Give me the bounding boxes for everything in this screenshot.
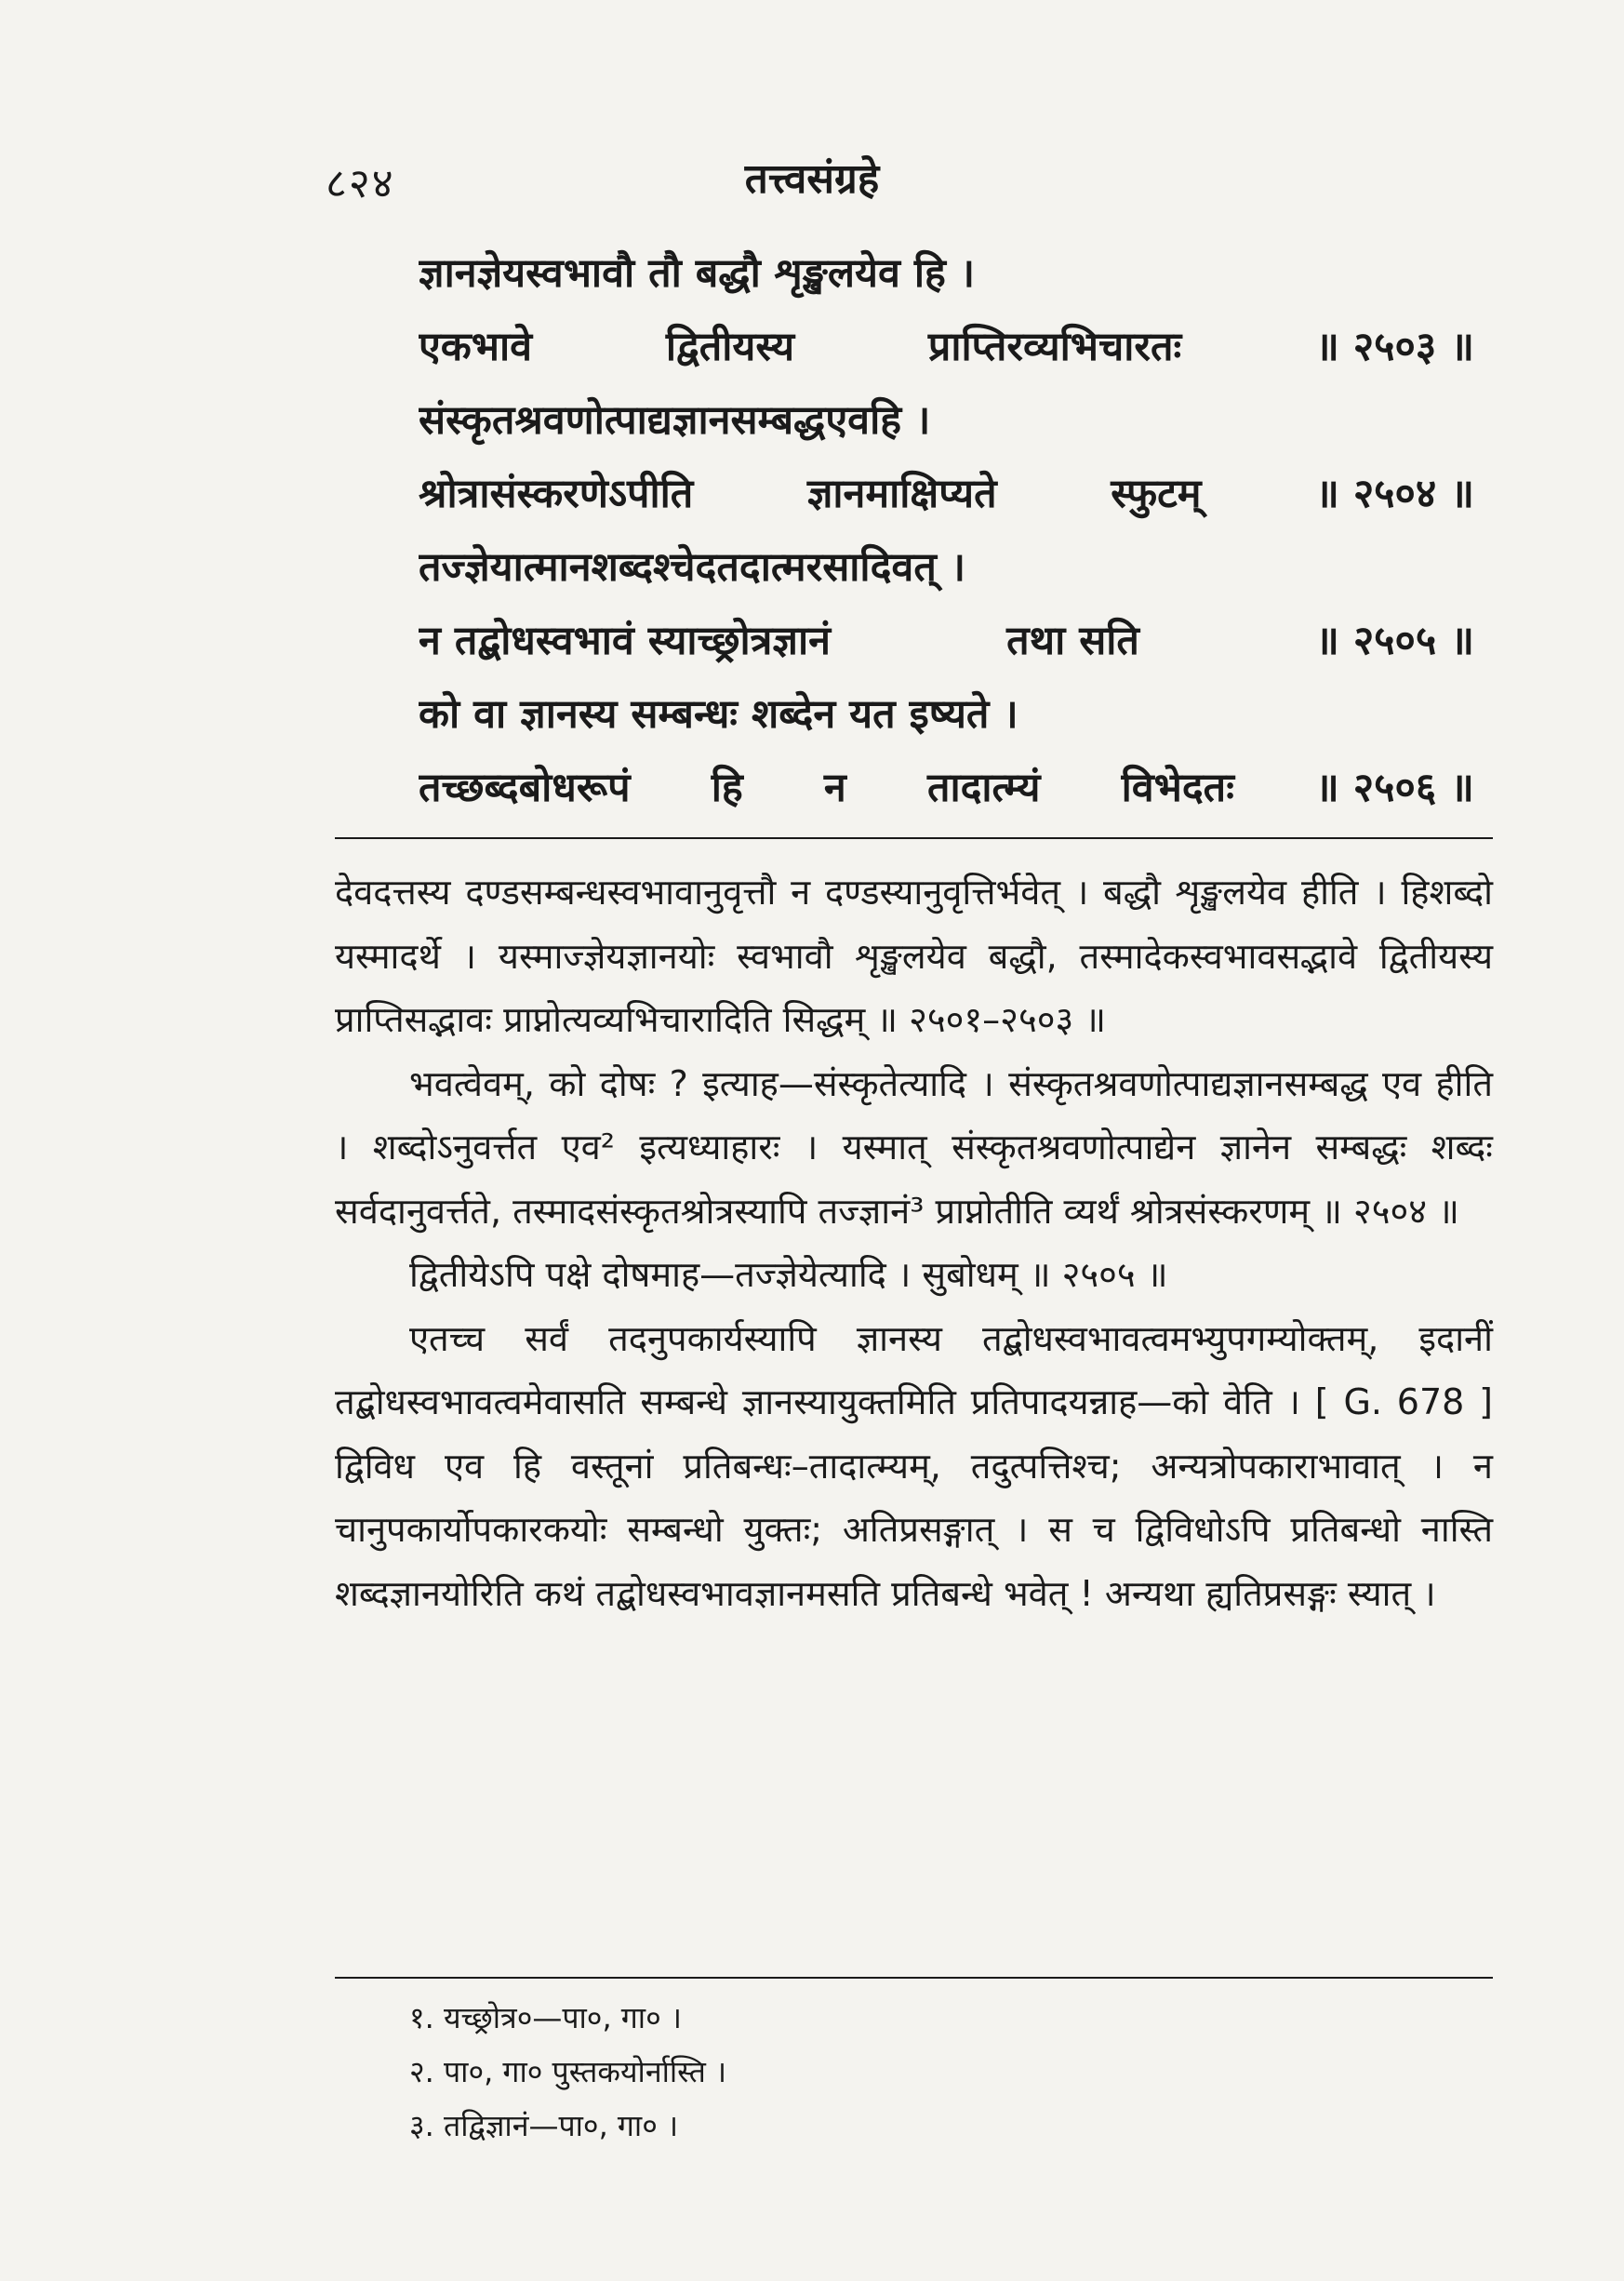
verse-segment: न तद्बोधस्वभावं स्याच्छ्रोत्रज्ञानं xyxy=(419,618,831,664)
verse-segment: स्फुटम् xyxy=(1111,471,1202,517)
verse-segment: ज्ञानमाक्षिप्यते xyxy=(806,471,997,517)
verse-segment: ॥ २५०३ ॥ xyxy=(1315,324,1474,370)
verse-line xyxy=(419,531,1474,605)
verse-segment: एव xyxy=(825,397,871,444)
verse-segment: तथा सति xyxy=(1006,618,1139,664)
verse-line xyxy=(419,384,1474,458)
verse-commentary-divider xyxy=(335,837,1493,839)
footnote-divider xyxy=(335,1977,1493,1979)
verse-segment: ॥ २५०५ ॥ xyxy=(1315,618,1474,664)
verse-segment: प्राप्तिरव्यभिचारतः xyxy=(927,324,1182,370)
footnote: १. यच्छ्रोत्र०—पा०, गा० । xyxy=(409,2000,683,2035)
verse-segment: हि । xyxy=(870,397,931,444)
verse-line xyxy=(419,311,1474,384)
commentary-paragraph: देवदत्तस्य दण्डसम्बन्धस्वभावानुवृत्तौ न दण्डस्यानुवृत्तिर्भवेत् । बद्धौ शृङ्खलयेव हीति । हिशब्दो यस्मादर्थे । यस्माज्ज्ञेयज्ञानयोः स्वभावौ शृङ्खलयेव बद्धौ, तस्मादेकस्वभावसद्भावे द्वितीयस्य प्राप्तिसद्भावः प्राप्नोत्यव्यभिचारादिति सिद्धम् ॥ २५०१–२५०३ ॥ xyxy=(335,872,1493,1040)
verse-segment: संस्कृतश्रवणोत्पाद्यज्ञानसम्बद्ध xyxy=(419,397,826,444)
verse-segment: को वा ज्ञानस्य सम्बन्धः शब्देन यत इष्यते । xyxy=(419,691,1018,738)
verse-segment: हि xyxy=(711,765,743,811)
verse-segment: द्वितीयस्य xyxy=(665,324,795,370)
verse-line xyxy=(419,458,1474,531)
verse-segment: एकभावे xyxy=(419,324,533,370)
verse-segment: न xyxy=(823,765,846,811)
verse-line xyxy=(419,605,1474,678)
verse-segment: तज्ज्ञेयात्मा xyxy=(419,544,569,591)
commentary-paragraph: द्वितीयेऽपि पक्षे दोषमाह—तज्ज्ञेयेत्यादि । सुबोधम् ॥ २५०५ ॥ xyxy=(409,1254,1168,1295)
verse-segment: शब्दश्चेदतदात्मरसादिवत् । xyxy=(591,544,966,591)
verse-block xyxy=(419,237,1474,825)
verse-segment: तच्छब्दबोधरूपं xyxy=(419,765,631,811)
commentary-paragraph: भवत्वेवम्, को दोषः ? इत्याह—संस्कृतेत्यादि । संस्कृतश्रवणोत्पाद्यज्ञानसम्बद्ध एव हीति । शब्दोऽनुवर्त्तत एव² इत्यध्याहारः । यस्मात् संस्कृतश्रवणोत्पाद्येन ज्ञानेन सम्बद्धः शब्दः सर्वदानुवर्त्तते, तस्मादसंस्कृतश्रोत्रस्यापि तज्ज्ञानं³ प्राप्नोतीति व्यर्थं श्रोत्रसंस्करणम् ॥ २५०४ ॥ xyxy=(335,1062,1493,1232)
commentary-paragraph: एतच्च सर्वं तदनुपकार्यस्यापि ज्ञानस्य तद्बोधस्वभावत्वमभ्युपगम्योक्तम्, इदानीं तद्बोधस्वभावत्वमेवासति सम्बन्धे ज्ञानस्यायुक्तमिति प्रतिपादयन्नाह—को वेति । [ G. 678 ] द्विविध एव हि वस्तूनां प्रतिबन्धः–तादात्म्यम्, तदुत्पत्तिश्च; अन्यत्रोपकाराभावात् । न चानुपकार्योपकारकयोः सम्बन्धो युक्तः; अतिप्रसङ्गात् । स च द्विविधोऽपि प्रतिबन्धो नास्ति शब्दज्ञानयोरिति कथं तद्बोधस्वभावज्ञानमसति प्रतिबन्धे भवेत् ! अन्यथा ह्यतिप्रसङ्गः स्यात् । xyxy=(335,1317,1493,1614)
footnote: ३. तद्विज्ञानं—पा०, गा० । xyxy=(409,2108,679,2143)
page-number: ८२४ xyxy=(326,160,395,207)
verse-segment: ॥ २५०४ ॥ xyxy=(1315,471,1474,517)
verse-line xyxy=(419,752,1474,825)
verse-segment: विभेदतः xyxy=(1121,765,1234,811)
verse-segment: श्रोत्रासंस्करणेऽपीति xyxy=(419,471,694,517)
commentary-block xyxy=(335,860,1493,1625)
verse-segment: ॥ २५०६ ॥ xyxy=(1315,765,1474,811)
verse-segment: न xyxy=(568,544,592,591)
verse-segment: तादात्म्यं xyxy=(926,765,1041,811)
footnote: २. पा०, गा० पुस्तकयोर्नास्ति । xyxy=(409,2054,727,2089)
verse-line xyxy=(419,237,1474,311)
running-title: तत्त्वसंग्रहे xyxy=(744,155,880,203)
verse-line xyxy=(419,678,1474,752)
verse-segment: ज्ञानज्ञेयस्वभावौ तौ बद्धौ शृङ्खलयेव हि । xyxy=(419,250,976,297)
footnotes-block xyxy=(409,1991,1432,2153)
